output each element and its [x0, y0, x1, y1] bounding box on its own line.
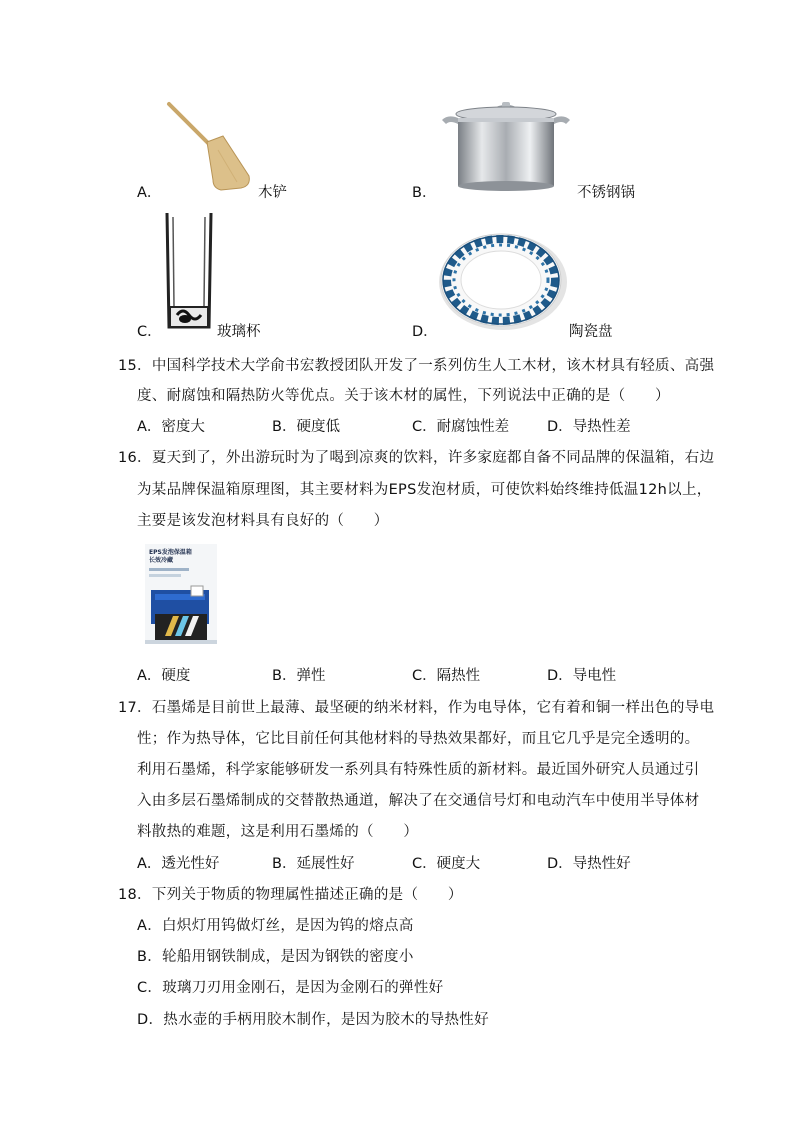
option-c: C．硬度大 [412, 856, 481, 872]
option-a: A．透光性好 [137, 856, 220, 872]
cooler-box-icon [145, 584, 217, 644]
question-stem-line: 16．夏天到了，外出游玩时为了喝到凉爽的饮料，许多家庭都自备不同品牌的保温箱，右边 [118, 450, 715, 466]
figure-title: EPS发泡保温箱 [149, 549, 192, 556]
option-letter: A． [137, 185, 162, 201]
ceramic-plate-icon [437, 230, 569, 332]
option-a: A．密度大 [137, 419, 205, 435]
option-d: D．热水壶的手柄用胶木制作，是因为胶木的导热性好 [137, 1012, 489, 1028]
option-c: C．耐腐蚀性差 [412, 419, 510, 435]
question-stem-line: 入由多层石墨烯制成的交替散热通道，解决了在交通信号灯和电动汽车中使用半导体材 [137, 793, 700, 809]
question-stem-line: 18．下列关于物质的物理属性描述正确的是（ ） [118, 887, 463, 903]
question-stem-line: 主要是该发泡材料具有良好的（ ） [137, 513, 389, 529]
option-d: D．导电性 [547, 668, 617, 684]
option-a: A．硬度 [137, 668, 191, 684]
option-b: B．硬度低 [272, 419, 340, 435]
figure-subtitle: 长效冷藏 [149, 557, 174, 564]
option-c: C．隔热性 [412, 668, 481, 684]
option-label: 玻璃杯 [217, 324, 261, 340]
option-b: B．弹性 [272, 668, 326, 684]
option-label: 木铲 [258, 185, 287, 201]
option-letter: D． [412, 324, 438, 340]
question-stem-line: 17．石墨烯是目前世上最薄、最坚硬的纳米材料，作为电导体，它有着和铜一样出色的导电 [118, 700, 715, 716]
cooler-box-figure [145, 544, 217, 644]
option-b: B．轮船用钢铁制成，是因为钢铁的密度小 [137, 949, 414, 965]
question-stem-line: 15．中国科学技术大学俞书宏教授团队开发了一系列仿生人工木材，该木材具有轻质、高强 [118, 358, 715, 374]
option-letter: C． [137, 324, 162, 340]
question-stem-line: 性；作为热导体，它比目前任何其他材料的导热效果都好，而且它几乎是完全透明的。 [137, 731, 700, 747]
option-c: C．玻璃刀刃用金刚石，是因为金刚石的弹性好 [137, 980, 444, 996]
option-label: 陶瓷盘 [569, 324, 613, 340]
question-stem-line: 利用石墨烯，科学家能够研发一系列具有特殊性质的新材料。最近国外研究人员通过引 [137, 762, 700, 778]
option-label: 不锈钢锅 [577, 185, 635, 201]
question-stem-line: 料散热的难题，这是利用石墨烯的（ ） [137, 824, 419, 840]
option-d: D．导热性好 [547, 856, 631, 872]
option-b: B．延展性好 [272, 856, 355, 872]
question-stem-line: 度、耐腐蚀和隔热防火等优点。关于该木材的属性，下列说法中正确的是（ ） [137, 388, 670, 404]
glass-cup-icon [163, 211, 215, 333]
option-a: A．白炽灯用钨做灯丝，是因为钨的熔点高 [137, 918, 414, 934]
wooden-spatula-icon [163, 100, 258, 195]
stainless-steel-pot-icon [438, 98, 574, 194]
option-d: D．导热性差 [547, 419, 631, 435]
question-stem-line: 为某品牌保温箱原理图，其主要材料为EPS发泡材质，可使饮料始终维持低温12h以上， [137, 482, 712, 498]
option-letter: B． [412, 185, 437, 201]
